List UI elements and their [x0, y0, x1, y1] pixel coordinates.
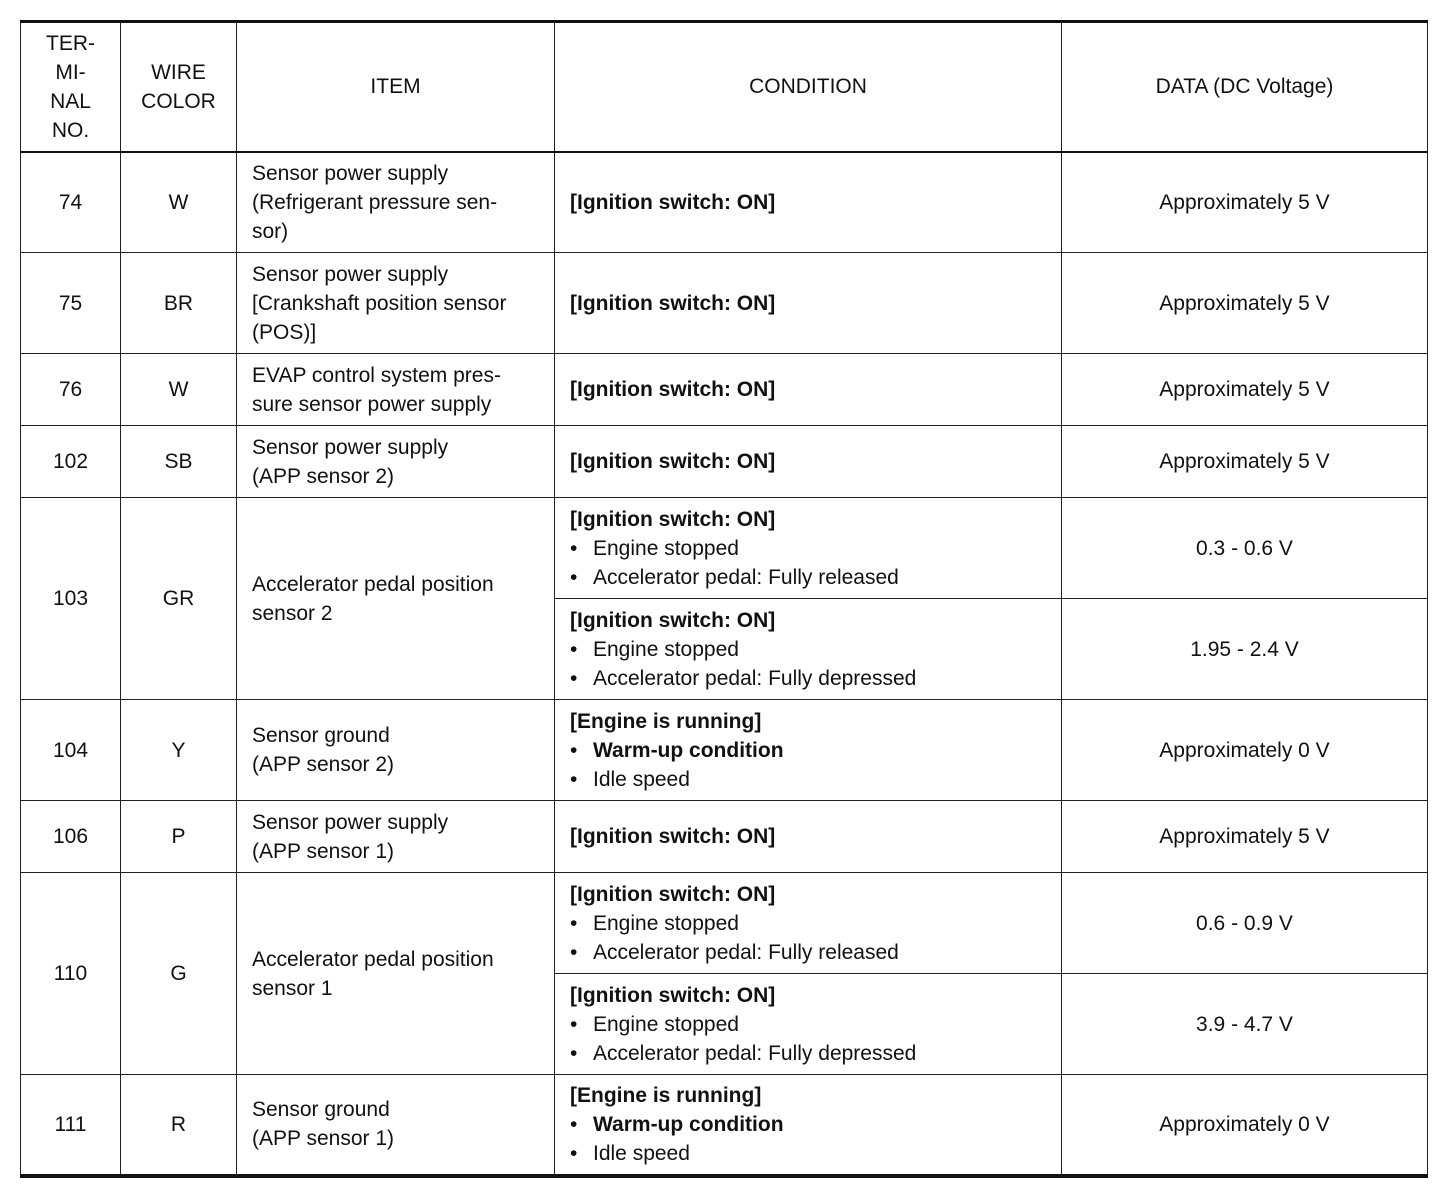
bullet-icon: •: [570, 1041, 578, 1065]
condition-bullet-text: Idle speed: [593, 1141, 690, 1165]
terminal-number: 103: [21, 498, 121, 700]
terminal-data-table: [20, 20, 1428, 1178]
condition-bullet-item: [570, 938, 1061, 967]
item-description: [237, 498, 555, 700]
condition-bullet-text: Accelerator pedal: Fully released: [593, 565, 899, 589]
condition-bullet-text: Engine stopped: [593, 1012, 739, 1036]
condition-bullet-item: [570, 1010, 1061, 1039]
condition-heading: [Ignition switch: ON]: [570, 825, 776, 848]
item-line: (APP sensor 1): [252, 839, 395, 863]
condition-bullet-text: Accelerator pedal: Fully released: [593, 940, 899, 964]
header-terminal-no: TER- MI- NAL NO.: [21, 22, 121, 152]
bullet-icon: •: [570, 1112, 578, 1136]
condition-cell: [555, 974, 1062, 1075]
item-description: [237, 1075, 555, 1176]
item-description: [237, 700, 555, 801]
item-description: [237, 354, 555, 426]
condition-bullet-text: Engine stopped: [593, 536, 739, 560]
header-data: DATA (DC Voltage): [1062, 22, 1428, 152]
item-line: Sensor power supply: [252, 435, 449, 459]
bullet-icon: •: [570, 666, 578, 690]
condition-heading: [Ignition switch: ON]: [570, 450, 776, 473]
wire-color: GR: [121, 498, 237, 700]
wire-color: R: [121, 1075, 237, 1176]
voltage-value: Approximately 5 V: [1062, 426, 1428, 498]
voltage-value: Approximately 5 V: [1062, 801, 1428, 873]
condition-heading: [Ignition switch: ON]: [570, 190, 776, 214]
item-line: sensor 2: [252, 601, 333, 625]
item-line: (POS)]: [252, 320, 317, 344]
table-row: [21, 1075, 1428, 1176]
condition-bullet-text: Warm-up condition: [593, 738, 784, 762]
terminal-number: 75: [21, 253, 121, 354]
table-row: [21, 700, 1428, 801]
item-line: (APP sensor 2): [252, 464, 395, 488]
item-line: sensor 1: [252, 976, 333, 1000]
voltage-value: 0.6 - 0.9 V: [1062, 873, 1428, 974]
item-line: Accelerator pedal position: [252, 572, 494, 596]
condition-bullet-item: [570, 1110, 1061, 1139]
condition-cell: [555, 1075, 1062, 1176]
bullet-icon: •: [570, 637, 578, 661]
item-line: [Crankshaft position sensor: [252, 291, 507, 315]
wire-color: W: [121, 354, 237, 426]
voltage-value: Approximately 5 V: [1062, 152, 1428, 253]
terminal-number: 104: [21, 700, 121, 801]
item-line: Accelerator pedal position: [252, 947, 494, 971]
voltage-value: Approximately 5 V: [1062, 253, 1428, 354]
item-line: Sensor power supply: [252, 810, 449, 834]
condition-heading: [Ignition switch: ON]: [570, 608, 776, 632]
terminal-number: 106: [21, 801, 121, 873]
condition-heading: [Ignition switch: ON]: [570, 378, 776, 401]
item-line: Sensor power supply: [252, 262, 449, 286]
condition-bullet-item: [570, 534, 1061, 563]
condition-cell: [555, 599, 1062, 700]
condition-bullet-text: Engine stopped: [593, 637, 739, 661]
condition-cell: [555, 354, 1062, 426]
item-description: [237, 426, 555, 498]
header-condition: CONDITION: [555, 22, 1062, 152]
item-description: [237, 801, 555, 873]
terminal-number: 74: [21, 152, 121, 253]
bullet-icon: •: [570, 767, 578, 791]
item-line: (APP sensor 1): [252, 1127, 395, 1151]
condition-cell: [555, 498, 1062, 599]
condition-bullet-text: Accelerator pedal: Fully depressed: [593, 1041, 917, 1065]
condition-heading: [Engine is running]: [570, 709, 762, 733]
voltage-value: 0.3 - 0.6 V: [1062, 498, 1428, 599]
condition-bullet-item: [570, 1139, 1061, 1168]
terminal-number: 76: [21, 354, 121, 426]
item-line: sor): [252, 219, 289, 243]
condition-bullet-item: [570, 1039, 1061, 1068]
condition-bullet-text: Engine stopped: [593, 911, 739, 935]
condition-bullet-item: [570, 635, 1061, 664]
bullet-icon: •: [570, 911, 578, 935]
condition-heading: [Ignition switch: ON]: [570, 983, 776, 1007]
condition-heading: [Ignition switch: ON]: [570, 291, 776, 315]
condition-bullet-text: Accelerator pedal: Fully depressed: [593, 666, 917, 690]
terminal-number: 110: [21, 873, 121, 1075]
item-line: (Refrigerant pressure sen-: [252, 190, 498, 214]
bullet-icon: •: [570, 536, 578, 560]
condition-cell: [555, 426, 1062, 498]
bullet-icon: •: [570, 940, 578, 964]
table-row: [21, 354, 1428, 426]
table-row: [21, 873, 1428, 974]
header-wire-color: WIRE COLOR: [121, 22, 237, 152]
condition-cell: [555, 152, 1062, 253]
condition-bullet-item: [570, 765, 1061, 794]
wire-color: BR: [121, 253, 237, 354]
voltage-value: Approximately 0 V: [1062, 700, 1428, 801]
table-row: [21, 152, 1428, 253]
condition-cell: [555, 801, 1062, 873]
bullet-icon: •: [570, 1012, 578, 1036]
item-line: sure sensor power supply: [252, 392, 492, 416]
condition-bullet-text: Warm-up condition: [593, 1112, 784, 1136]
condition-bullet-item: [570, 909, 1061, 938]
condition-heading: [Engine is running]: [570, 1083, 762, 1107]
wire-color: SB: [121, 426, 237, 498]
table-row: [21, 426, 1428, 498]
item-description: [237, 152, 555, 253]
item-line: Sensor ground: [252, 724, 390, 747]
item-line: (APP sensor 2): [252, 753, 395, 776]
condition-cell: [555, 700, 1062, 801]
terminal-number: 102: [21, 426, 121, 498]
voltage-value: 3.9 - 4.7 V: [1062, 974, 1428, 1075]
wire-color: G: [121, 873, 237, 1075]
bullet-icon: •: [570, 565, 578, 589]
condition-heading: [Ignition switch: ON]: [570, 882, 776, 906]
condition-cell: [555, 873, 1062, 974]
wire-color: Y: [121, 700, 237, 801]
wire-color: P: [121, 801, 237, 873]
bullet-icon: •: [570, 738, 578, 762]
wire-color: W: [121, 152, 237, 253]
condition-bullet-text: Idle speed: [593, 767, 690, 791]
item-line: Sensor power supply: [252, 161, 449, 185]
table-row: [21, 253, 1428, 354]
voltage-value: 1.95 - 2.4 V: [1062, 599, 1428, 700]
item-description: [237, 873, 555, 1075]
bullet-icon: •: [570, 1141, 578, 1165]
terminal-number: 111: [21, 1075, 121, 1176]
header-row: [21, 22, 1428, 152]
voltage-value: Approximately 0 V: [1062, 1075, 1428, 1176]
condition-cell: [555, 253, 1062, 354]
condition-heading: [Ignition switch: ON]: [570, 507, 776, 531]
condition-bullet-item: [570, 736, 1061, 765]
table-row: [21, 498, 1428, 599]
table-body: [21, 152, 1428, 1176]
item-description: [237, 253, 555, 354]
item-line: Sensor ground: [252, 1098, 390, 1122]
voltage-value: Approximately 5 V: [1062, 354, 1428, 426]
item-line: EVAP control system pres-: [252, 363, 501, 387]
condition-bullet-item: [570, 664, 1061, 693]
table-row: [21, 801, 1428, 873]
header-item: ITEM: [237, 22, 555, 152]
condition-bullet-item: [570, 563, 1061, 592]
